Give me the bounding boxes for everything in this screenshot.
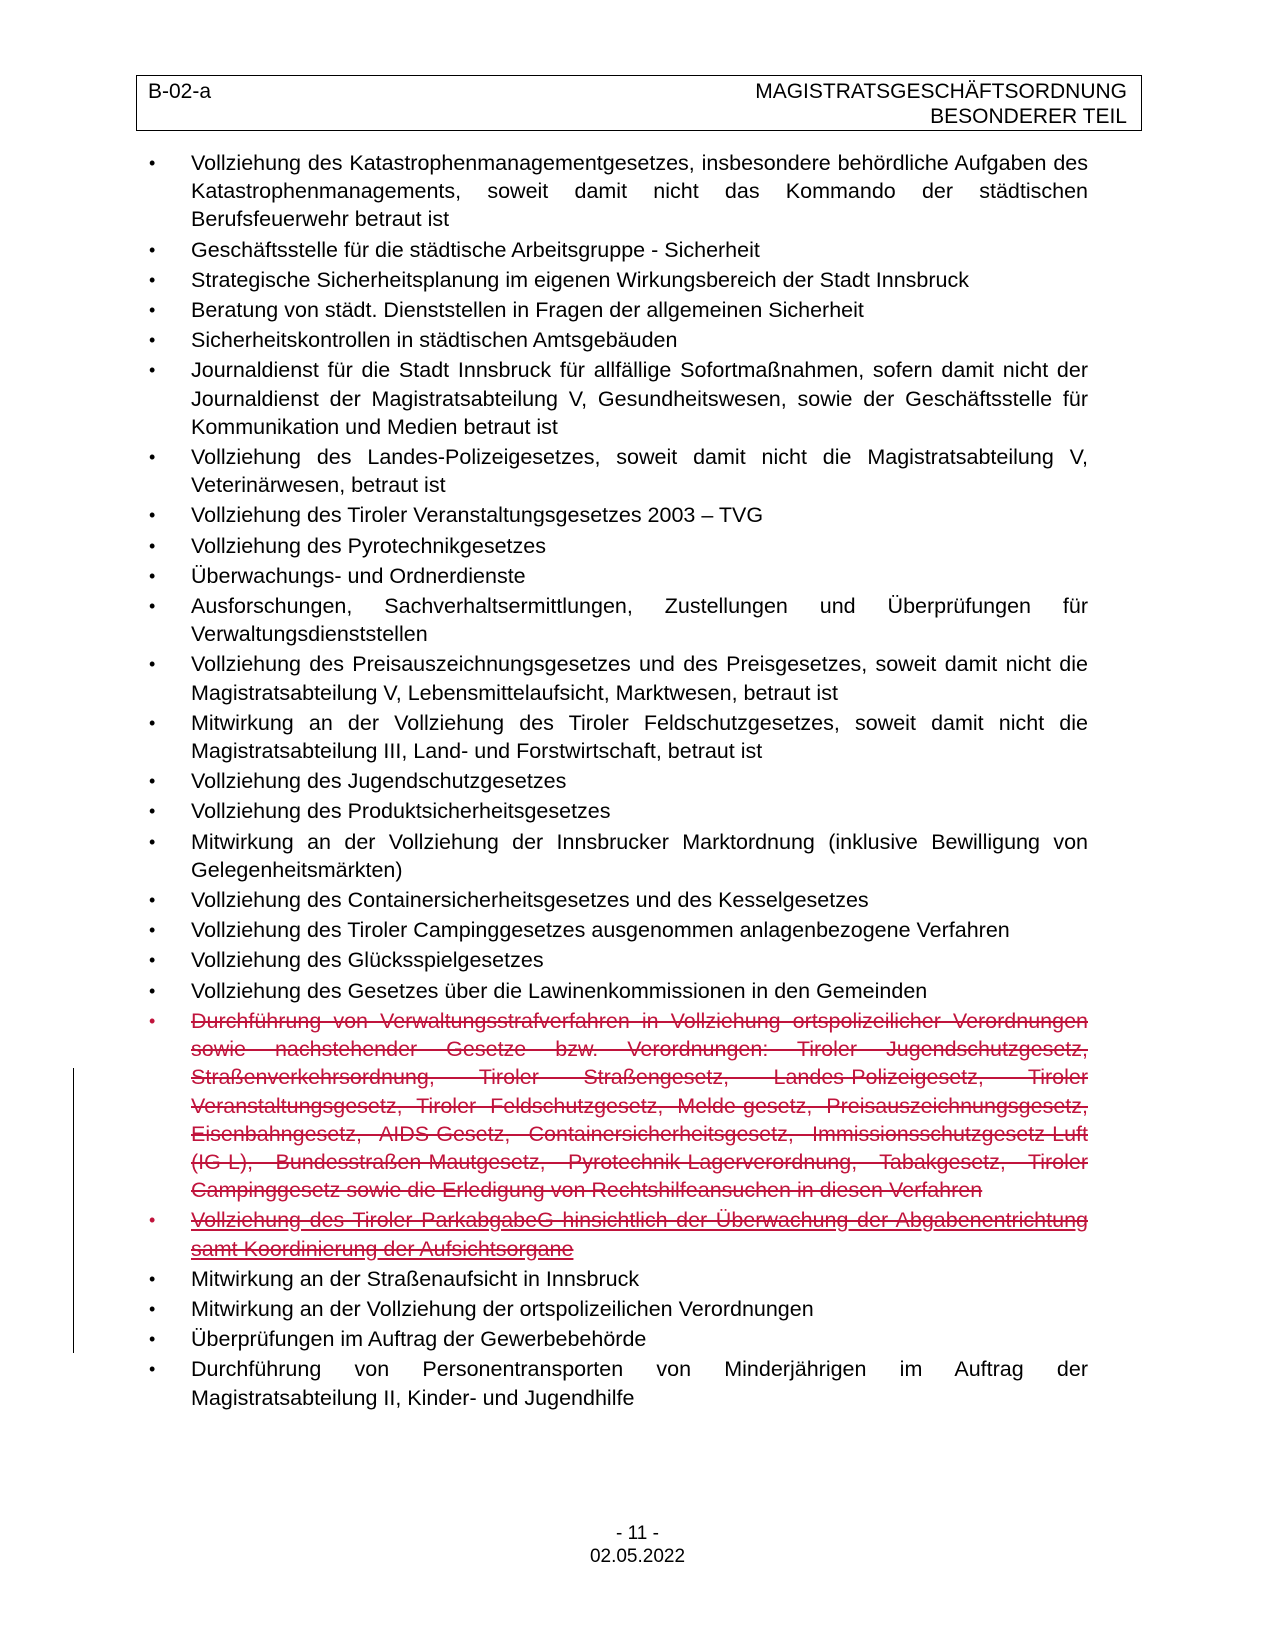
list-item-text: Vollziehung des Landes-Polizeigesetzes, soweit damit nicht die Magistratsabteilung V, Veterinärwesen, betraut ist [191, 445, 1088, 498]
list-item-text: Vollziehung des Tiroler Campinggesetzes ausgenommen anlagenbezogene Verfahren [191, 918, 1010, 943]
bullet-icon: • [149, 712, 156, 733]
page-number: - 11 - [616, 1523, 659, 1544]
list-item-text: Durchführung von Personentransporten von Minderjährigen im Auftrag der Magistratsabteilung II, Kinder- und Jugendhilfe [191, 1357, 1088, 1410]
list-item-text: Journaldienst für die Stadt Innsbruck für allfällige Sofortmaßnahmen, sofern damit nicht der Journaldienst der Magistratsabteilung V, Gesundheitswesen, sowie der Geschäftsstelle für Kommunikation und Medien betraut ist [191, 358, 1088, 439]
bullet-icon: • [149, 801, 156, 822]
bullet-icon: • [149, 505, 156, 526]
list-item [140, 767, 1088, 795]
list-item-inserted [140, 1206, 1088, 1262]
list-item [140, 797, 1088, 825]
bullet-icon: • [149, 654, 156, 675]
revision-change-bar [73, 1068, 74, 1353]
list-item [140, 916, 1088, 944]
list-item [140, 650, 1088, 706]
list-item [140, 266, 1088, 294]
bullet-icon: • [149, 1298, 156, 1319]
list-item-text: Vollziehung des Pyrotechnikgesetzes [191, 533, 546, 558]
list-item-text: Mitwirkung an der Vollziehung der Innsbrucker Marktordnung (inklusive Bewilligung von Gelegenheitsmärkten) [191, 829, 1088, 882]
list-item [140, 532, 1088, 560]
bullet-icon: • [149, 920, 156, 941]
bullet-icon: • [149, 771, 156, 792]
list-item-text: Vollziehung des Containersicherheitsgesetzes und des Kesselgesetzes [191, 888, 869, 913]
document-title-line1: MAGISTRATSGESCHÄFTSORDNUNG [755, 80, 1127, 103]
bullet-icon: • [149, 831, 156, 852]
list-item [140, 946, 1088, 974]
bullet-icon: • [149, 1210, 156, 1231]
bullet-icon: • [149, 890, 156, 911]
bullet-icon: • [149, 1329, 156, 1350]
bullet-icon: • [149, 565, 156, 586]
list-item-text: Mitwirkung an der Vollziehung des Tiroler Feldschutzgesetzes, soweit damit nicht die Magistratsabteilung III, Land- und Forstwirtschaft, betraut ist [191, 710, 1088, 764]
document-code: B-02-a [148, 80, 212, 103]
list-item-text: Überprüfungen im Auftrag der Gewerbebehörde [191, 1327, 647, 1352]
document-date: 02.05.2022 [589, 1546, 686, 1567]
list-item-text: Vollziehung des Tiroler Veranstaltungsgesetzes 2003 – TVG [191, 503, 764, 528]
list-item-text: Mitwirkung an der Vollziehung der ortspolizeilichen Verordnungen [191, 1296, 814, 1321]
list-item-deleted [140, 1007, 1088, 1204]
list-item [140, 886, 1088, 914]
bullet-icon: • [149, 596, 156, 617]
list-item-text: Vollziehung des Katastrophenmanagementgesetzes, insbesondere behördliche Aufgaben des Katastrophenmanagements, soweit damit nicht das Kommando der städtischen Berufsfeuerwehr betraut ist [191, 151, 1088, 232]
bullet-icon: • [149, 360, 156, 381]
list-item [140, 501, 1088, 529]
list-item [140, 828, 1088, 884]
list-item [140, 326, 1088, 354]
list-item-text: Beratung von städt. Dienststellen in Fragen der allgemeinen Sicherheit [191, 298, 864, 323]
list-item [140, 1355, 1088, 1411]
list-item [140, 1295, 1088, 1323]
bullet-icon: • [149, 1268, 156, 1289]
list-item-text: Ausforschungen, Sachverhaltsermittlungen, Zustellungen und Überprüfungen für Verwaltungsdienststellen [191, 594, 1088, 647]
list-item-text: Vollziehung des Gesetzes über die Lawinenkommissionen in den Gemeinden [191, 978, 928, 1003]
list-item [140, 1325, 1088, 1353]
list-item [140, 236, 1088, 264]
document-title-line2: BESONDERER TEIL [930, 105, 1127, 128]
list-item-text: Sicherheitskontrollen in städtischen Amtsgebäuden [191, 328, 678, 353]
bullet-icon: • [149, 535, 156, 556]
list-item [140, 296, 1088, 324]
bullet-icon: • [149, 447, 156, 468]
list-item-text: Vollziehung des Glücksspielgesetzes [191, 948, 544, 973]
bullet-icon: • [149, 950, 156, 971]
list-item-text: Durchführung von Verwaltungsstrafverfahren in Vollziehung ortspolizeilicher Verordnungen sowie nachstehender Gesetze bzw. Verordnungen: Tiroler Jugendschutzgesetz, Straßenverkehrsordnung, Tiroler Straßengesetz, Landes-Polizeigesetz, Tiroler Veranstaltungsgesetz, Tiroler Feldschutzgesetz, Melde-gesetz, Preisauszeichnungsgesetz, Eisenbahngesetz, AIDS-Gesetz, Containersicherheitsgesetz, Immissionsschutzgesetz-Luft (IG-L), Bundesstraßen-Mautgesetz, Pyrotechnik-Lagerverordnung, Tabakgesetz, Tiroler Campinggesetz sowie die Erledigung von Rechtshilfeansuchen in diesen Verfahren [191, 1008, 1088, 1203]
bullet-icon: • [149, 1010, 156, 1031]
list-item-text: Vollziehung des Produktsicherheitsgesetzes [191, 799, 611, 824]
bullet-icon: • [149, 269, 156, 290]
list-item [140, 592, 1088, 648]
list-item [140, 356, 1088, 441]
bullet-icon: • [149, 300, 156, 321]
list-item-text: Vollziehung des Jugendschutzgesetzes [191, 769, 567, 794]
list-item [140, 562, 1088, 590]
bullet-icon: • [149, 980, 156, 1001]
list-item-text: Überwachungs- und Ordnerdienste [191, 563, 526, 588]
list-item-text: Strategische Sicherheitsplanung im eigenen Wirkungsbereich der Stadt Innsbruck [191, 267, 970, 292]
list-item [140, 443, 1088, 499]
list-item-text: Geschäftsstelle für die städtische Arbeitsgruppe - Sicherheit [191, 237, 760, 262]
list-item-text: Vollziehung des Tiroler ParkabgabeG hinsichtlich der Überwachung der Abgabenentrichtung samt Koordinierung der Aufsichtsorgane [191, 1208, 1088, 1261]
document-title [755, 79, 1127, 129]
list-item-text: Mitwirkung an der Straßenaufsicht in Innsbruck [191, 1266, 640, 1291]
bullet-icon: • [149, 239, 156, 260]
list-item [140, 977, 1088, 1005]
list-item [140, 709, 1088, 765]
list-item-text: Vollziehung des Preisauszeichnungsgesetzes und des Preisgesetzes, soweit damit nicht die Magistratsabteilung V, Lebensmittelaufsicht, Marktwesen, betraut ist [191, 652, 1088, 705]
bullet-icon: • [149, 330, 156, 351]
page-header [136, 75, 1142, 131]
bullet-icon: • [149, 1359, 156, 1380]
bullet-icon: • [149, 153, 156, 173]
list-item [140, 1265, 1088, 1293]
task-list [140, 149, 1088, 1414]
list-item [140, 149, 1088, 234]
